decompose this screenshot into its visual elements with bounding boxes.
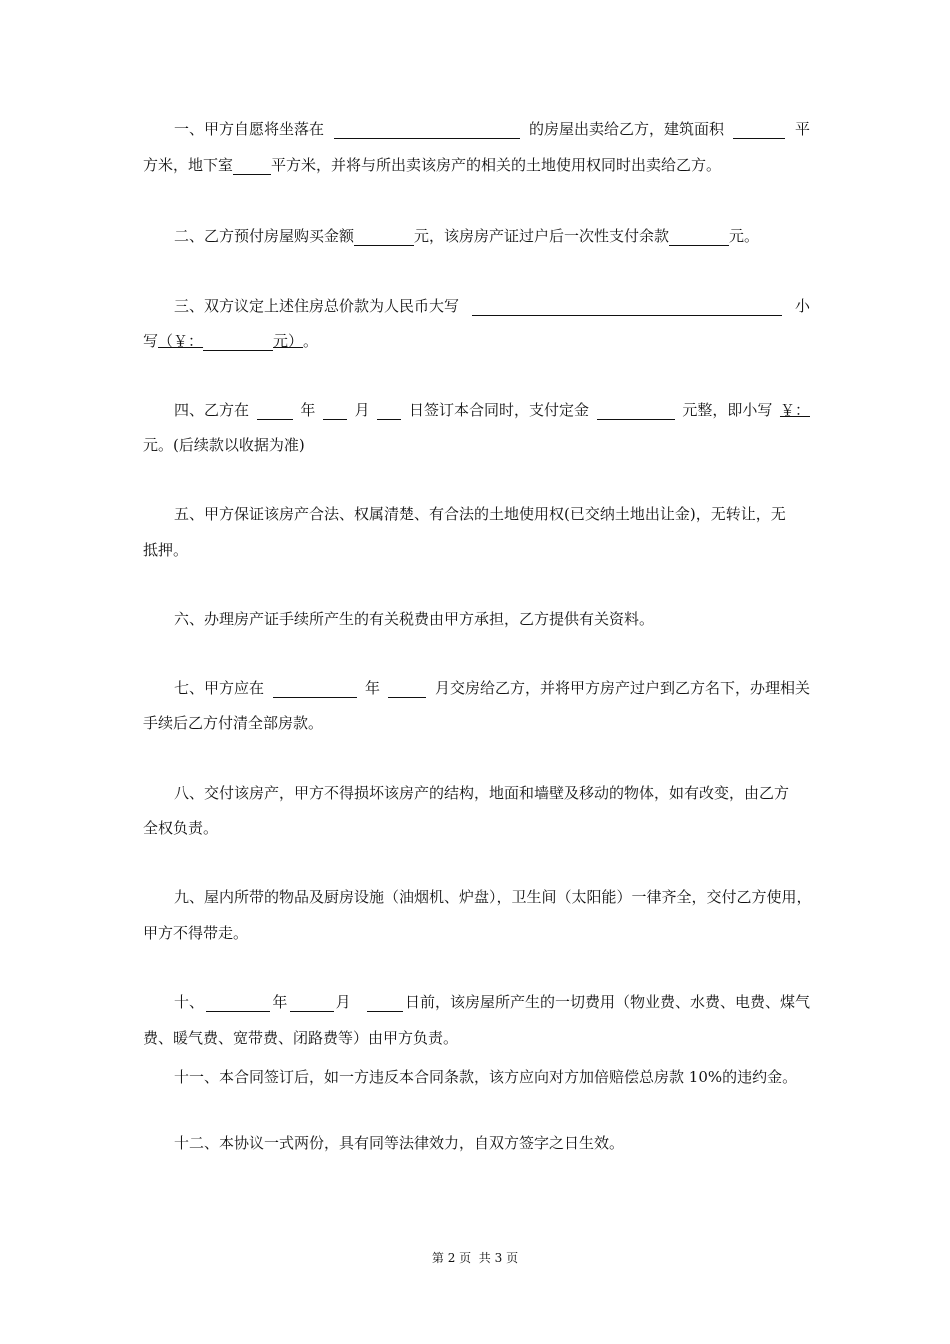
balance-amount-blank xyxy=(669,229,729,246)
clause-12-text-a: 十二、本协议一式两份，具有同等法律效力，自双方签字之日生效。 xyxy=(174,1134,625,1152)
clause-1-text-e: 平方米，并将与所出卖该房产的相关的土地使用权同时出卖给乙方。 xyxy=(271,156,722,174)
clause-12-line-1 xyxy=(143,1133,810,1153)
clause-10-line-2 xyxy=(143,1028,810,1048)
clause-3-text-e: 元） xyxy=(273,332,304,350)
clause-7-text-b: 年 xyxy=(364,679,380,697)
clause-1-text-a: 一、甲方自愿将坐落在 xyxy=(174,120,325,138)
clause-7-text-c: 月交房给乙方，并将甲方房产过户到乙方名下，办理相关 xyxy=(434,679,810,697)
clause-7-text-d: 手续后乙方付清全部房款。 xyxy=(143,714,324,732)
clause-11-text-a: 十一、本合同签订后，如一方违反本合同条款，该方应向对方加倍赔偿总房款 10%的违约金。 xyxy=(174,1068,798,1086)
clause-4-line-2 xyxy=(143,435,810,455)
clause-6-text-a: 六、办理房产证手续所产生的有关税费由甲方承担，乙方提供有关资料。 xyxy=(174,610,655,628)
clause-5-text-a: 五、甲方保证该房产合法、权属清楚、有合法的土地使用权(已交纳土地出让金)，无转让，无 xyxy=(174,505,786,523)
clause-9-line-2 xyxy=(143,923,810,943)
clause-5-text-b: 抵押。 xyxy=(143,541,189,559)
clause-10-text-b: 年 xyxy=(272,993,288,1011)
total-price-words-blank xyxy=(472,299,782,316)
total-price-figures-blank xyxy=(203,334,273,351)
location-blank xyxy=(334,122,520,139)
clause-9-text-a: 九、屋内所带的物品及厨房设施（油烟机、炉盘），卫生间（太阳能）一律齐全，交付乙方使用， xyxy=(174,888,812,906)
clause-4-text-d: 日签订本合同时，支付定金 xyxy=(408,401,589,419)
clause-10-text-c: 月 xyxy=(335,993,351,1011)
clause-1-line-1 xyxy=(143,119,810,139)
clause-9-line-1 xyxy=(143,887,810,907)
clause-3-line-1 xyxy=(143,296,810,316)
clause-1-text-d: 方米，地下室 xyxy=(143,156,234,174)
clause-3-text-c: 写 xyxy=(143,332,159,350)
clause-10-text-e: 费、暖气费、宽带费、闭路费等）由甲方负责。 xyxy=(143,1029,459,1047)
clause-7-text-a: 七、甲方应在 xyxy=(174,679,265,697)
prepay-amount-blank xyxy=(354,229,414,246)
fee-year-blank xyxy=(206,995,270,1012)
clause-5-line-2 xyxy=(143,540,810,560)
clause-3-text-d: （￥： xyxy=(158,332,204,350)
fee-day-blank xyxy=(367,995,403,1012)
clause-3-line-2 xyxy=(143,331,810,351)
clause-5-line-1 xyxy=(143,504,810,524)
handover-year-blank xyxy=(273,681,357,698)
clause-8-text-a: 八、交付该房产，甲方不得损坏该房产的结构，地面和墙壁及移动的物体，如有改变，由乙方 xyxy=(174,784,790,802)
clause-8-line-2 xyxy=(143,818,810,838)
clause-10-line-1 xyxy=(143,992,810,1012)
clause-4-line-1 xyxy=(143,400,810,420)
fee-month-blank xyxy=(290,995,334,1012)
clause-11-line-1 xyxy=(143,1067,810,1087)
sign-day-blank xyxy=(377,403,401,420)
clause-4-text-a: 四、乙方在 xyxy=(174,401,250,419)
clause-2-text-a: 二、乙方预付房屋购买金额 xyxy=(174,227,355,245)
clause-4-text-f: ￥： xyxy=(779,401,810,419)
deposit-amount-blank xyxy=(597,403,675,420)
clause-4-text-e: 元整，即小写 xyxy=(682,401,773,419)
clause-1-text-b: 的房屋出卖给乙方，建筑面积 xyxy=(528,120,724,138)
clause-2-text-c: 元。 xyxy=(729,227,760,245)
clause-4-text-b: 年 xyxy=(300,401,316,419)
clause-4-text-g: 元。(后续款以收据为准) xyxy=(143,436,305,454)
clause-6-line-1 xyxy=(143,609,810,629)
sign-month-blank xyxy=(323,403,347,420)
area-blank xyxy=(733,122,785,139)
clause-3-text-b: 小 xyxy=(794,297,810,315)
clause-8-line-1 xyxy=(143,783,810,803)
clause-4-text-c: 月 xyxy=(354,401,370,419)
clause-8-text-b: 全权负责。 xyxy=(143,819,219,837)
handover-month-blank xyxy=(388,681,426,698)
clause-1-text-c: 平 xyxy=(794,120,810,138)
page-number-footer: 第 2 页 共 3 页 xyxy=(431,1251,519,1265)
clause-1-line-2 xyxy=(143,155,810,175)
clause-3-text-f: 。 xyxy=(303,332,319,350)
sign-year-blank xyxy=(257,403,293,420)
clause-10-text-a: 十、 xyxy=(174,993,205,1011)
clause-10-text-d: 日前，该房屋所产生的一切费用（物业费、水费、电费、煤气 xyxy=(404,993,810,1011)
clause-3-text-a: 三、双方议定上述住房总价款为人民币大写 xyxy=(174,297,460,315)
clause-7-line-1 xyxy=(143,678,810,698)
clause-2-text-b: 元，该房房产证过户后一次性支付余款 xyxy=(414,227,670,245)
clause-9-text-b: 甲方不得带走。 xyxy=(143,924,249,942)
clause-2-line-1 xyxy=(143,226,810,246)
clause-7-line-2 xyxy=(143,713,810,733)
basement-area-blank xyxy=(233,158,271,175)
